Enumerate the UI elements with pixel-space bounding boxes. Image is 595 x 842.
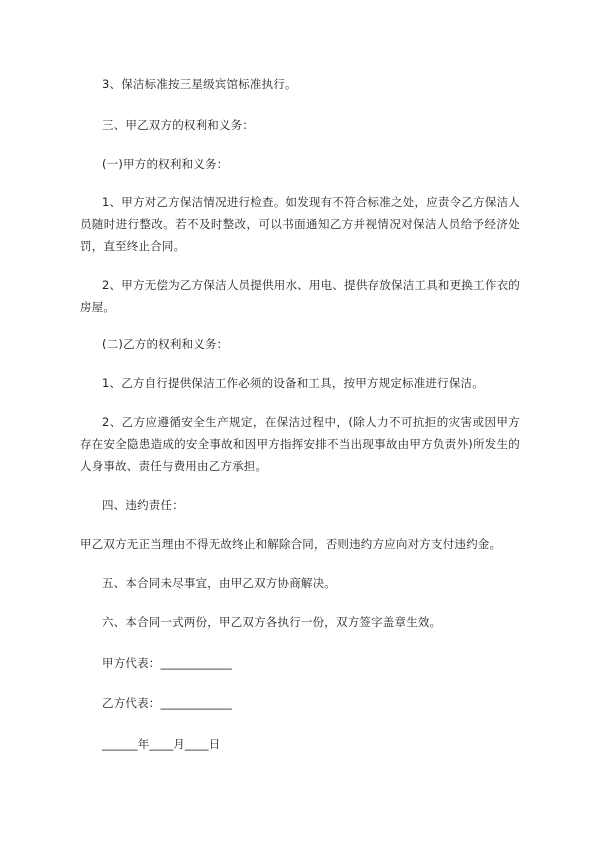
signature-party-a: 甲方代表：____________ xyxy=(102,656,232,670)
paragraph-party-b-safety: 2、乙方应遵循安全生产规定，在保洁过程中，(除人力不可抗拒的灾害或因甲方存在安全隐患造成的安全事故和因甲方指挥安排不当出现事故由甲方负责外)所发生的人身事故、责任与费用由乙方承担。 xyxy=(80,415,520,473)
signature-party-b: 乙方代表：____________ xyxy=(102,696,232,710)
paragraph-breach-terms: 甲乙双方无正当理由不得无故终止和解除合同，否则违约方应向对方支付违约金。 xyxy=(80,537,502,551)
section-unresolved-matters: 五、本合同未尽事宜，由甲乙双方协商解决。 xyxy=(102,576,336,590)
paragraph-cleaning-standard: 3、保洁标准按三星级宾馆标准执行。 xyxy=(102,77,297,91)
section-heading-breach-liability: 四、违约责任： xyxy=(102,498,184,512)
section-copies-effective: 六、本合同一式两份，甲乙双方各执行一份，双方签字盖章生效。 xyxy=(102,615,442,629)
subheading-party-a-rights: (一)甲方的权利和义务： xyxy=(102,157,229,171)
section-heading-rights-obligations: 三、甲乙双方的权利和义务： xyxy=(102,118,255,132)
signature-date: ______年____月____日 xyxy=(102,737,221,751)
paragraph-party-a-provisions: 2、甲方无偿为乙方保洁人员提供用水、用电、提供存放保洁工具和更换工作衣的房屋。 xyxy=(80,278,520,314)
paragraph-party-a-inspection: 1、甲方对乙方保洁情况进行检查。如发现有不符合标准之处，应责令乙方保洁人员随时进行整改。若不及时整改，可以书面通知乙方并视情况对保洁人员给予经济处罚，直至终止合同。 xyxy=(80,195,520,253)
subheading-party-b-rights: (二)乙方的权利和义务： xyxy=(102,337,229,351)
paragraph-party-b-equipment: 1、乙方自行提供保洁工作必须的设备和工具，按甲方规定标准进行保洁。 xyxy=(102,376,484,390)
